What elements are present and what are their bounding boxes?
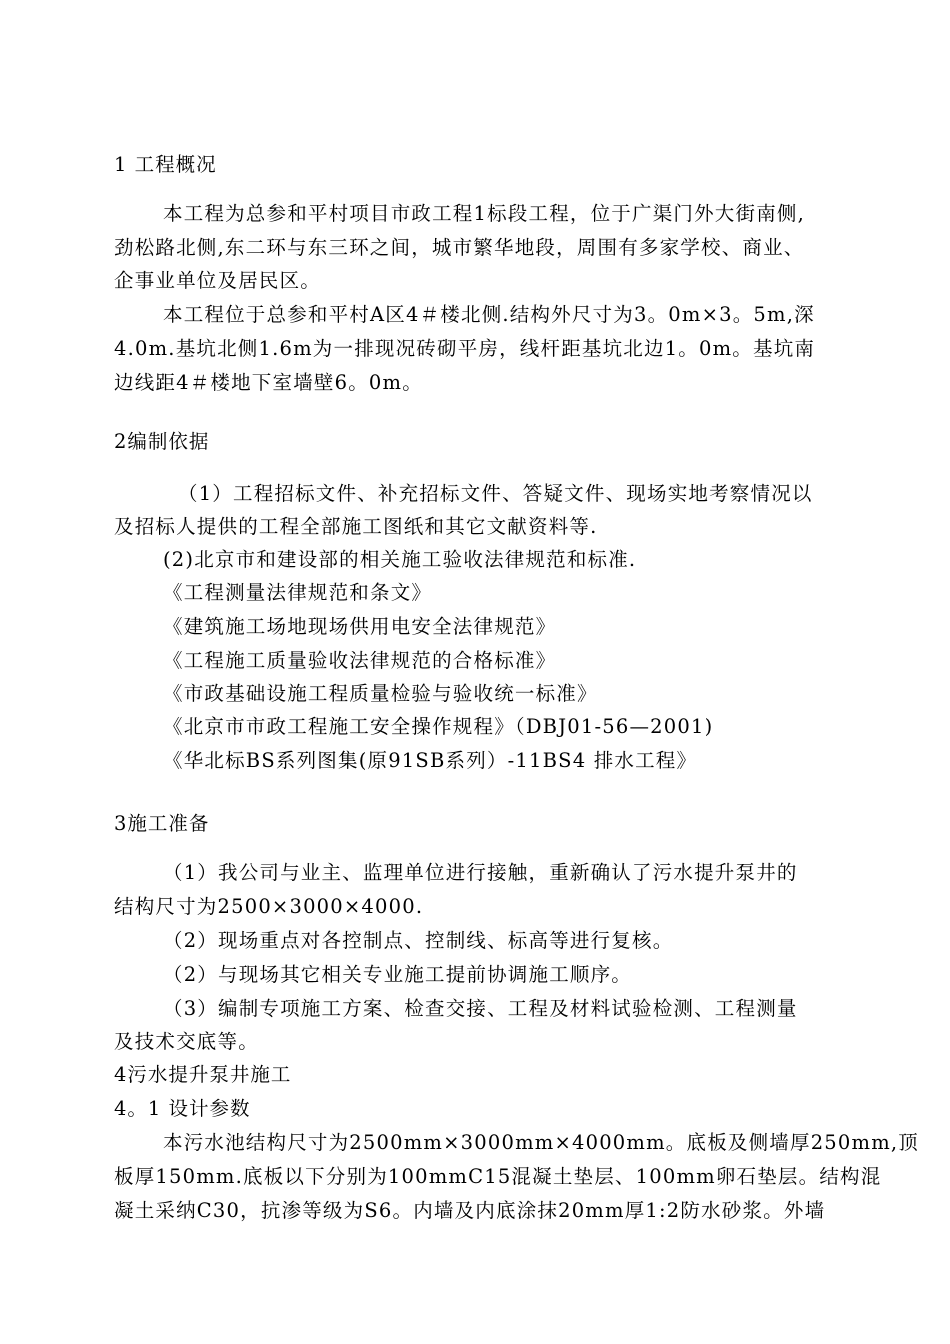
paragraph-line: （2）现场重点对各控制点、控制线、标高等进行复核。 [163,929,674,952]
paragraph-line: (2)北京市和建设部的相关施工验收法律规范和标准. [163,548,637,571]
paragraph-line: 劲松路北侧,东二环与东三环之间，城市繁华地段，周围有多家学校、商业、 [114,236,805,259]
paragraph-line: 本工程位于总参和平村A区4＃楼北侧.结构外尺寸为3。0m×3。5m,深 [163,303,815,326]
paragraph-line: （1）工程招标文件、补充招标文件、答疑文件、现场实地考察情况以 [178,482,813,505]
paragraph-line: 边线距4＃楼地下室墙壁6。0m。 [114,371,423,394]
paragraph-line: 企事业单位及居民区。 [114,269,322,292]
reference-item: 《建筑施工场地现场供用电安全法律规范》 [163,615,557,638]
section-1-heading: 1 工程概况 [114,153,217,176]
paragraph-line: 板厚150mm.底板以下分别为100mmC15混凝土垫层、100mm卵石垫层。结构混 [114,1165,882,1188]
section-2-heading: 2编制依据 [114,430,210,453]
reference-item: 《华北标BS系列图集(原91SB系列）-11BS4 排水工程》 [163,749,698,772]
paragraph-line: （2）与现场其它相关专业施工提前协调施工顺序。 [163,963,633,986]
reference-item: 《北京市市政工程施工安全操作规程》（DBJ01-56—2001) [163,715,714,738]
reference-item: 《工程测量法律规范和条文》 [163,581,433,604]
paragraph-line: （3）编制专项施工方案、检查交接、工程及材料试验检测、工程测量 [163,997,798,1020]
paragraph-line: 4.0m.基坑北侧1.6m为一排现况砖砌平房，线杆距基坑北边1。0m。基坑南 [114,337,816,360]
paragraph-line: 及技术交底等。 [114,1030,259,1053]
section-4-heading: 4污水提升泵井施工 [114,1063,292,1086]
subsection-4-1-heading: 4。1 设计参数 [114,1097,251,1120]
reference-item: 《市政基础设施工程质量检验与验收统一标准》 [163,682,598,705]
reference-item: 《工程施工质量验收法律规范的合格标准》 [163,649,557,672]
paragraph-line: 及招标人提供的工程全部施工图纸和其它文献资料等. [114,515,598,538]
paragraph-line: （1）我公司与业主、监理单位进行接触，重新确认了污水提升泵井的 [163,861,798,884]
paragraph-line: 结构尺寸为2500×3000×4000. [114,895,424,918]
paragraph-line: 本污水池结构尺寸为2500mm×3000mm×4000mm。底板及侧墙厚250mm,顶 [163,1131,919,1154]
paragraph-line: 凝土采纳C30，抗渗等级为S6。内墙及内底涂抹20mm厚1:2防水砂浆。外墙 [114,1199,826,1222]
section-3-heading: 3施工准备 [114,812,210,835]
paragraph-line: 本工程为总参和平村项目市政工程1标段工程，位于广渠门外大街南侧, [163,202,806,225]
